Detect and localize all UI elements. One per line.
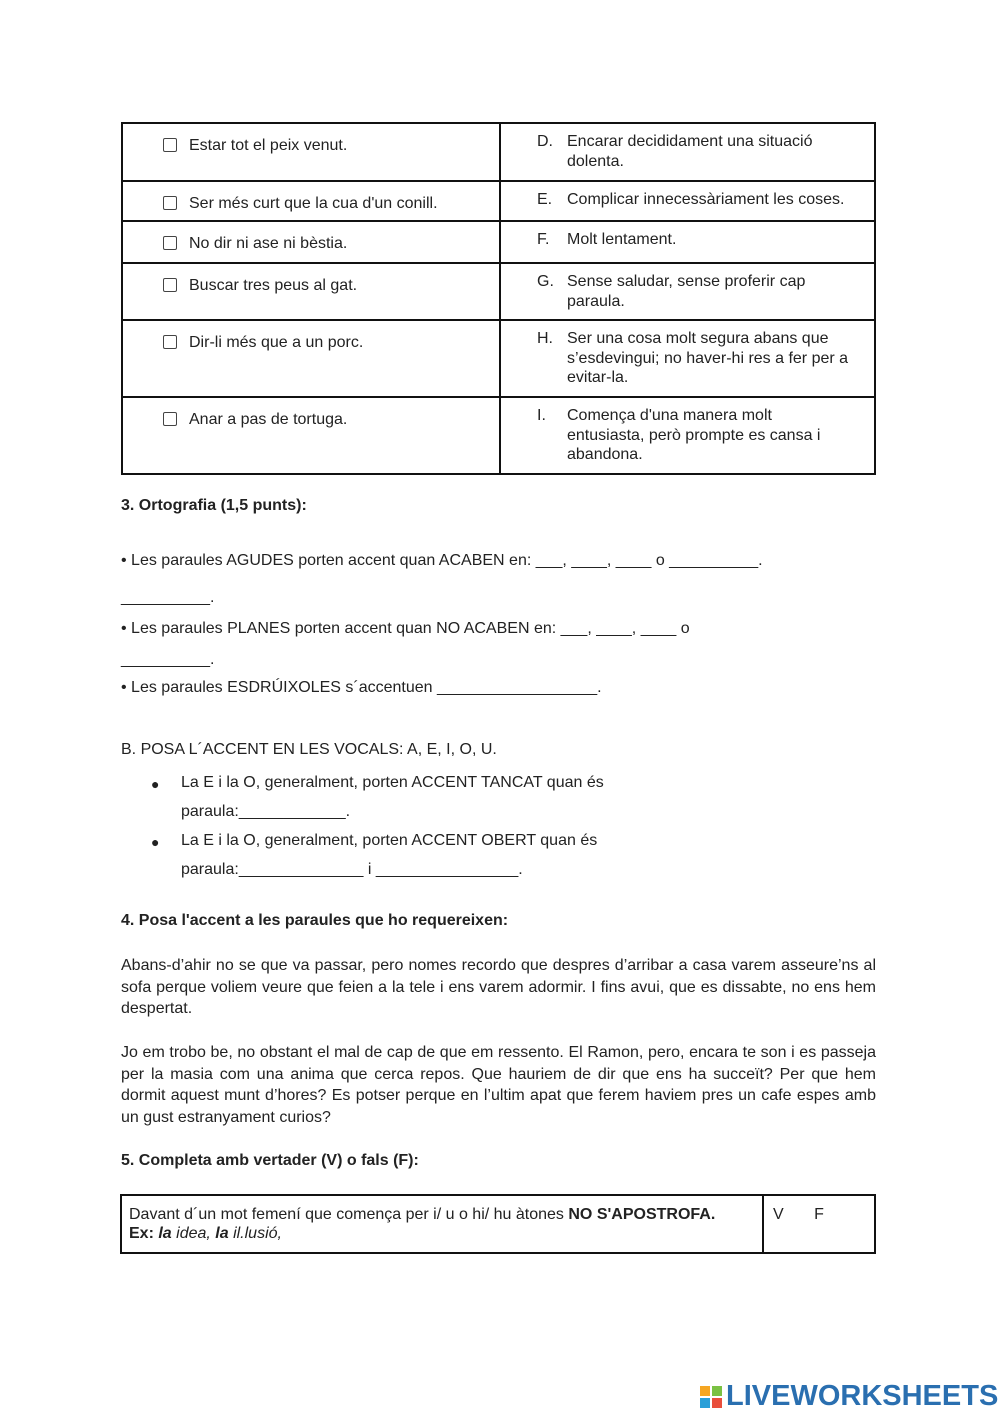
expression-label: Anar a pas de tortuga.	[189, 411, 348, 428]
matching-row	[122, 320, 875, 397]
matching-row	[122, 123, 875, 181]
expression-label: Ser més curt que la cua d'un conill.	[189, 195, 438, 212]
definition-cell	[500, 123, 875, 181]
definition-letter: I.	[537, 407, 546, 424]
exercise-paragraph-2: Jo em trobo be, no obstant el mal de cap de que em ressento. El Ramon, pero, encara te son i es passeja per la masia com una anima que cerca repos. Que hauriem de dir que ens ha succeït? Per que hem dormit aquest munt d’hores? Es potser perque en l’ultim apat que ferem haviem pres un cafe espes amb un gust estranyament curios?	[121, 1044, 876, 1126]
vf-statement-cell	[121, 1195, 763, 1253]
planes-rule: • Les paraules PLANES porten accent quan NO ACABEN en: ___, ____, ____ o	[121, 620, 690, 637]
definition-letter: D.	[537, 133, 553, 150]
definition-line: Sense saludar, sense proferir cap	[567, 273, 806, 290]
option-false[interactable]: F	[814, 1206, 824, 1223]
matching-row	[122, 181, 875, 221]
definition-line: Encarar decididament una situació	[567, 133, 813, 150]
expression-cell	[122, 123, 500, 181]
example-word-1: idea,	[171, 1225, 216, 1242]
checkbox-icon[interactable]	[163, 278, 177, 292]
definition-cell	[500, 181, 875, 221]
expression-cell	[122, 181, 500, 221]
definition-line: s’esdevingui; no haver-hi res a fer per a	[567, 349, 849, 367]
expression-label: Dir-li més que a un porc.	[189, 334, 364, 351]
definition-letter: F.	[537, 231, 550, 248]
expression-cell	[122, 397, 500, 474]
definition-cell	[500, 320, 875, 397]
definition-line: paraula.	[567, 292, 625, 310]
example-word-2: il.lusió,	[228, 1225, 282, 1242]
accent-tancat-blank: paraula:____________.	[181, 803, 351, 820]
exercise-paragraph-1: Abans-d’ahir no se que va passar, pero nomes recordo que despres d’arribar a casa varem asseure’ns al sofa perque voliem veure que feien a la tele i ens varem adormir. I fins avui, que es dissabte, no ens hem despertat.	[121, 957, 876, 1017]
example-article-1: la	[158, 1225, 172, 1242]
definition-text	[567, 132, 866, 171]
definition-line: abandona.	[567, 446, 643, 463]
checkbox-icon[interactable]	[163, 335, 177, 349]
accent-obert-rule: La E i la O, generalment, porten ACCENT OBERT quan és	[181, 832, 598, 849]
checkbox-icon[interactable]	[163, 196, 177, 210]
true-false-table	[120, 1194, 876, 1254]
planes-blank: __________.	[121, 651, 215, 668]
definition-text	[567, 329, 866, 388]
vf-statement-bold: NO S'APOSTROFA.	[568, 1206, 716, 1223]
definition-text	[567, 406, 866, 465]
definition-line: Ser una cosa molt segura abans que	[567, 330, 829, 347]
liveworksheets-logo	[700, 1380, 998, 1413]
definition-cell	[500, 263, 875, 320]
definition-letter: H.	[537, 330, 553, 347]
definition-line: Comença d'una manera molt	[567, 407, 772, 424]
definition-line: dolenta.	[567, 152, 624, 170]
matching-table	[121, 122, 876, 475]
definition-text	[567, 230, 866, 250]
logo-mark-icon	[700, 1386, 722, 1408]
accent-tancat-rule: La E i la O, generalment, porten ACCENT TANCAT quan és	[181, 774, 604, 791]
definition-text	[567, 272, 866, 311]
example-label: Ex:	[129, 1225, 159, 1242]
bullet-icon: ●	[151, 776, 160, 792]
definition-line: entusiasta, però prompte es cansa i	[567, 426, 821, 444]
vf-statement: Davant d´un mot femení que comença per i/ u o hi/ hu àtones	[129, 1206, 569, 1223]
checkbox-icon[interactable]	[163, 138, 177, 152]
expression-cell	[122, 221, 500, 263]
bullet-icon: ●	[151, 834, 160, 850]
matching-row	[122, 263, 875, 320]
definition-cell	[500, 221, 875, 263]
section4-heading: 4. Posa l'accent a les paraules que ho requereixen:	[121, 912, 509, 929]
expression-label: Buscar tres peus al gat.	[189, 277, 358, 294]
definition-line: evitar-la.	[567, 369, 629, 386]
logo-text: LIVEWORKSHEETS	[726, 1380, 999, 1412]
agudes-blank: __________.	[121, 589, 215, 606]
option-true[interactable]: V	[773, 1206, 784, 1223]
definition-text	[567, 190, 866, 210]
expression-label: No dir ni ase ni bèstia.	[189, 235, 348, 252]
expression-cell	[122, 263, 500, 320]
definition-letter: G.	[537, 273, 554, 290]
expression-label: Estar tot el peix venut.	[189, 137, 348, 154]
checkbox-icon[interactable]	[163, 412, 177, 426]
accent-obert-blank: paraula:______________ i ________________.	[181, 861, 523, 878]
section5-heading: 5. Completa amb vertader (V) o fals (F):	[121, 1152, 419, 1169]
definition-line: Complicar innecessàriament les coses.	[567, 191, 845, 208]
definition-line: Molt lentament.	[567, 231, 677, 248]
esdruixoles-rule: • Les paraules ESDRÚIXOLES s´accentuen __________________.	[121, 679, 602, 696]
matching-row	[122, 397, 875, 474]
section3-heading: 3. Ortografia (1,5 punts):	[121, 497, 307, 514]
definition-letter: E.	[537, 191, 553, 208]
matching-row	[122, 221, 875, 263]
example-article-2: la	[215, 1225, 229, 1242]
accent-vocals-heading: B. POSA L´ACCENT EN LES VOCALS: A, E, I, O, U.	[121, 741, 497, 758]
vf-options-cell	[763, 1195, 875, 1253]
agudes-rule: • Les paraules AGUDES porten accent quan ACABEN en: ___, ____, ____ o __________.	[121, 552, 763, 569]
checkbox-icon[interactable]	[163, 236, 177, 250]
expression-cell	[122, 320, 500, 397]
definition-cell	[500, 397, 875, 474]
